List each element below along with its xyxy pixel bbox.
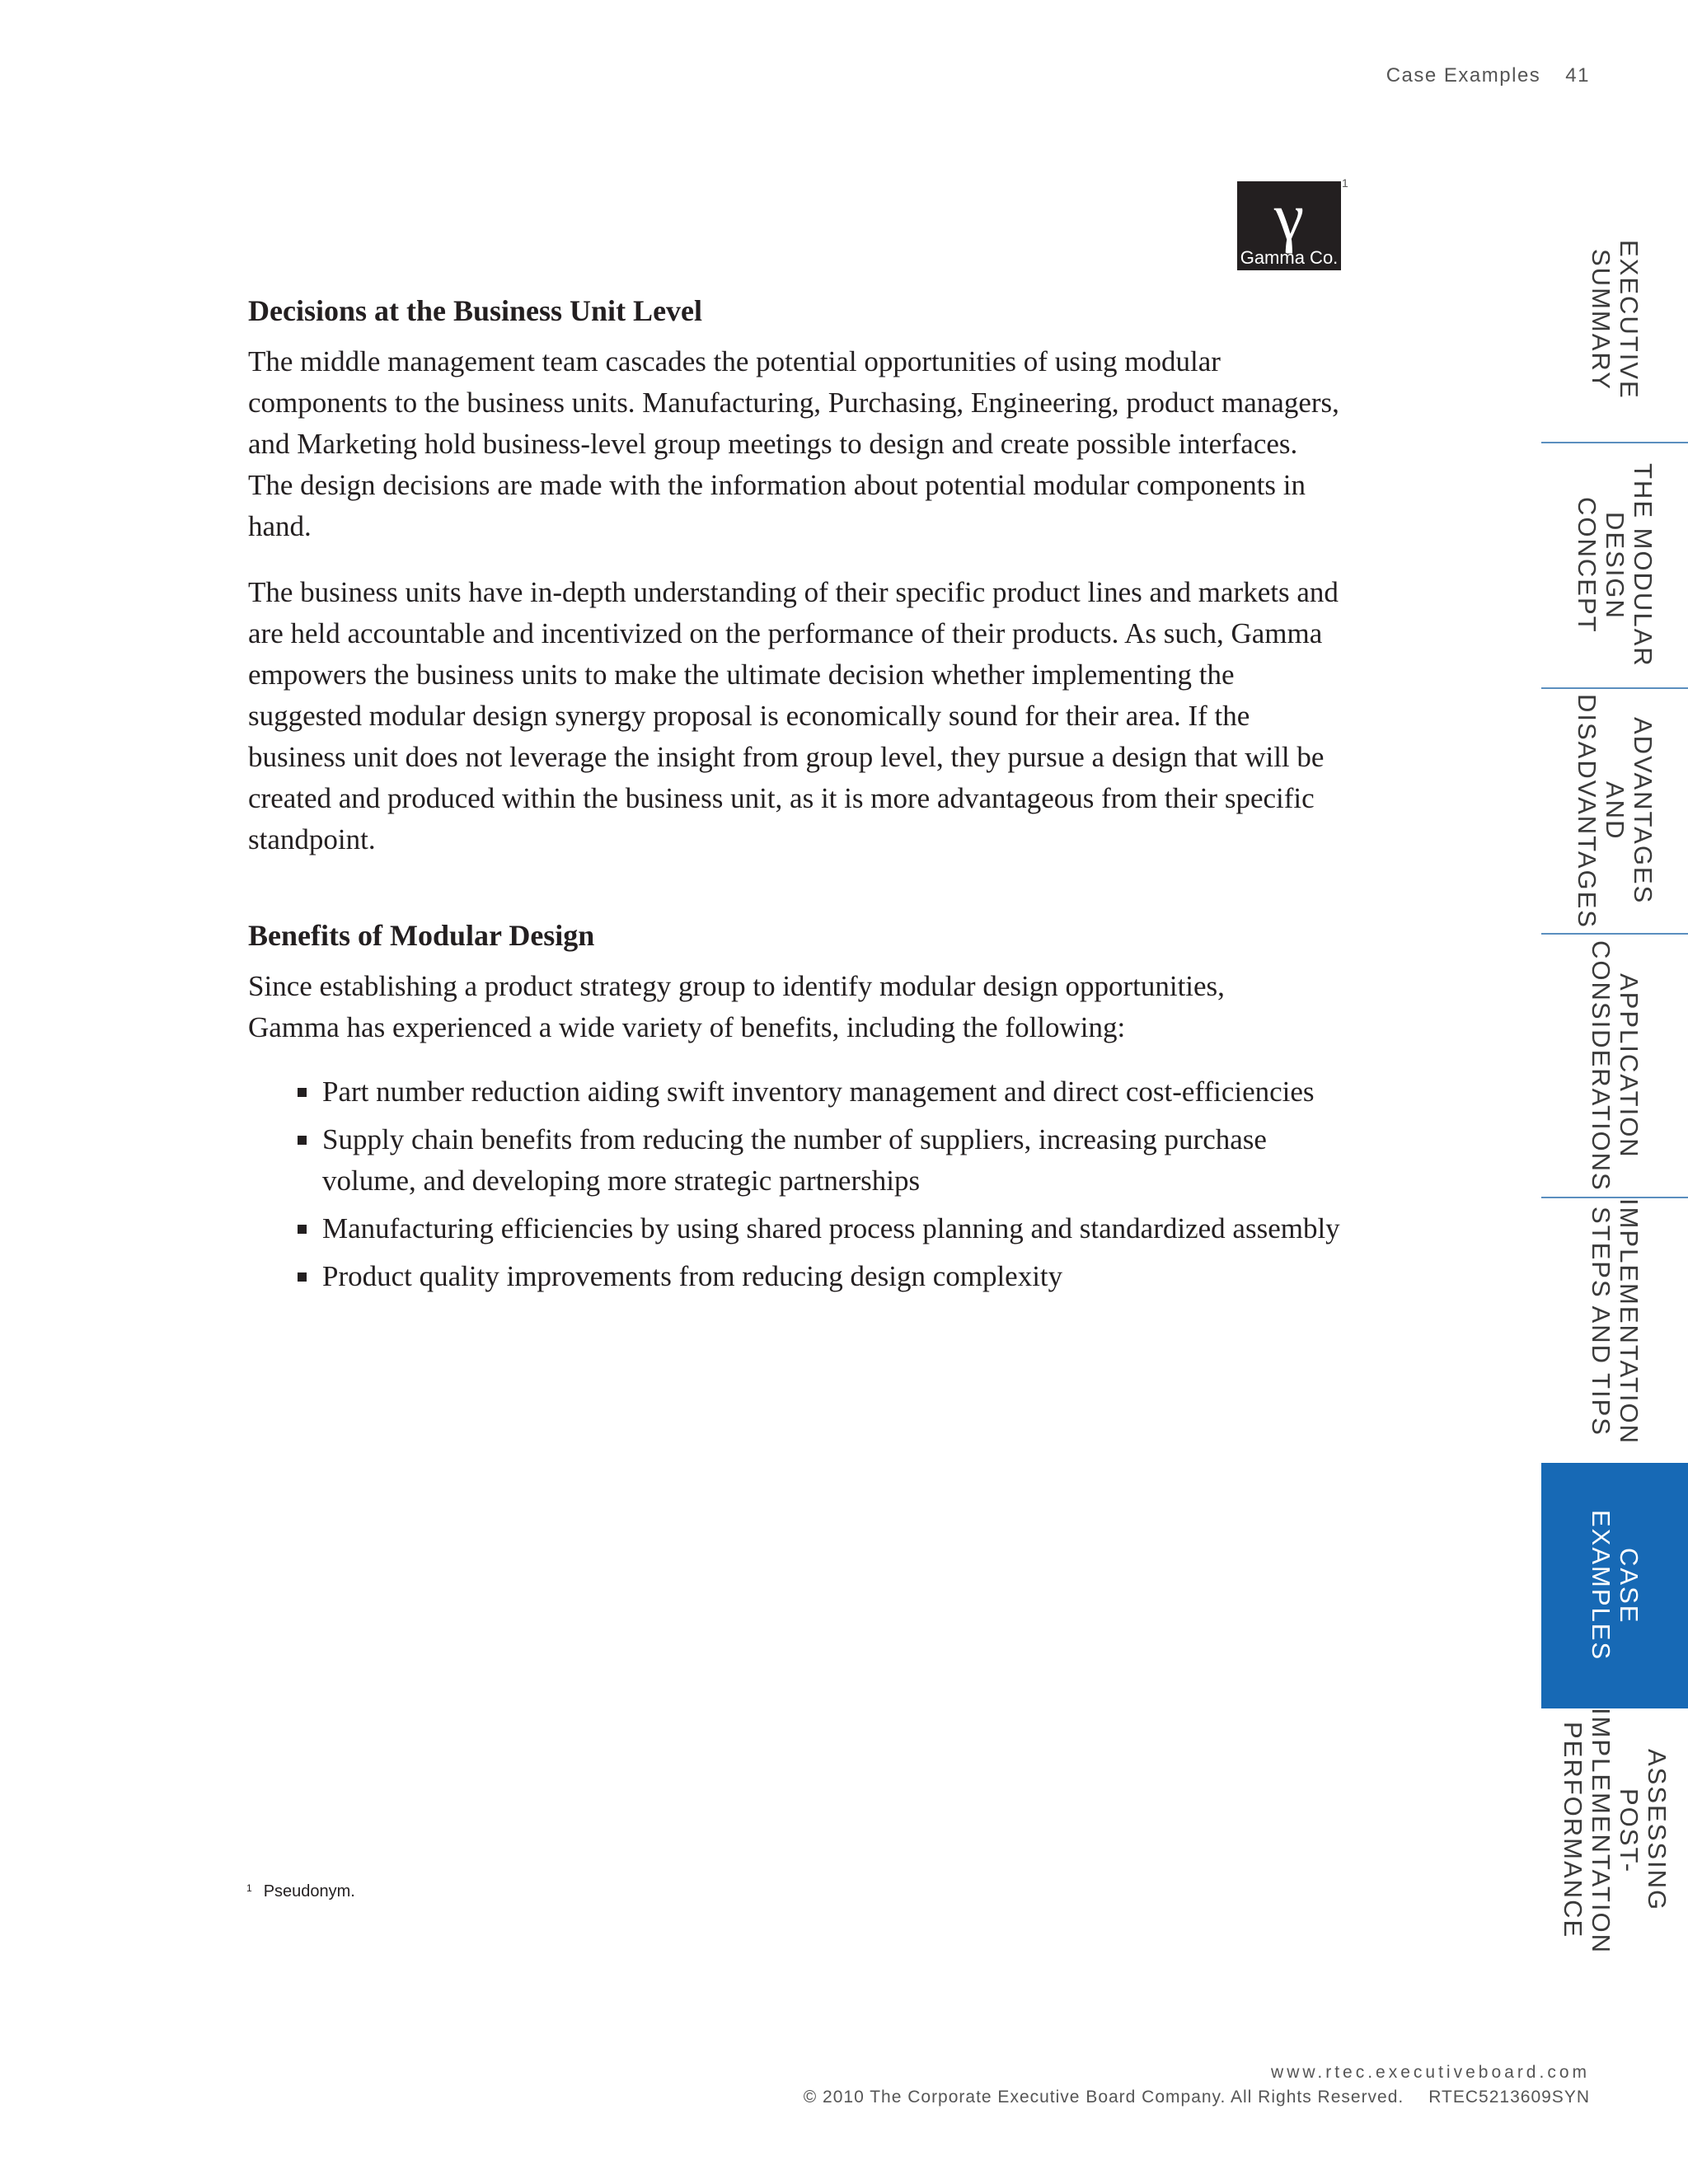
- tab-executive-summary[interactable]: [1541, 198, 1688, 442]
- tab-advantages-disadvantages[interactable]: [1541, 689, 1688, 933]
- bullet-square-icon: [298, 1272, 307, 1282]
- section1-paragraph-1: The middle management team cascades the potential opportunities of using modular components to the business units. Manufacturing, Purchasing, Engineering, product managers, and Marketing hold business-level group meetings to design and create possible interfaces. The design decisions are made with the information about potential modular components in hand.: [248, 345, 1339, 542]
- bullet-square-icon: [298, 1136, 307, 1145]
- tab-label: THE MODULAR DESIGN CONCEPT: [1573, 463, 1658, 668]
- tab-label: EXECUTIVE SUMMARY: [1587, 240, 1643, 400]
- footnote-mark: 1: [246, 1882, 252, 1894]
- footer-document-code: RTEC5213609SYN: [1428, 2088, 1590, 2107]
- list-item: Product quality improvements from reducing design complexity: [322, 1256, 1344, 1297]
- tab-label: ADVANTAGES AND DISADVANTAGES: [1573, 693, 1658, 929]
- footnote-text: Pseudonym.: [263, 1882, 355, 1900]
- tab-label: IMPLEMENTATION STEPS AND TIPS: [1587, 1197, 1643, 1445]
- tab-assessing-performance[interactable]: [1541, 1708, 1688, 1952]
- list-item: Supply chain benefits from reducing the number of suppliers, increasing purchase volume, and developing more strategic partnerships: [322, 1119, 1344, 1202]
- tab-label: APPLICATION CONSIDERATIONS: [1587, 940, 1643, 1192]
- section2-heading: Benefits of Modular Design: [248, 919, 595, 952]
- chapter-side-nav: [1541, 198, 1688, 1994]
- gamma-co-logo: [1237, 181, 1341, 270]
- page-number: 41: [1565, 64, 1590, 87]
- tab-label: CASE EXAMPLES: [1587, 1510, 1643, 1661]
- footnote: [246, 1882, 355, 1901]
- page-footer: [804, 2060, 1590, 2110]
- bullet-square-icon: [298, 1088, 307, 1097]
- bullet-square-icon: [298, 1225, 307, 1234]
- tab-implementation-steps[interactable]: [1541, 1198, 1688, 1444]
- section2-intro: Since establishing a product strategy group to identify modular design opportunities, Gamma has experienced a wide variety of benefits, including the following:: [248, 970, 1225, 1043]
- section1-heading: Decisions at the Business Unit Level: [248, 294, 703, 327]
- section-benefits-modular-design: [248, 915, 1344, 1304]
- tab-case-examples[interactable]: [1541, 1463, 1688, 1708]
- footer-url[interactable]: www.rtec.executiveboard.com: [1271, 2063, 1590, 2082]
- list-item: Manufacturing efficiencies by using shared process planning and standardized assembly: [322, 1208, 1344, 1249]
- list-item: Part number reduction aiding swift inventory management and direct cost-efficiencies: [322, 1071, 1344, 1113]
- gamma-symbol: γ: [1273, 179, 1305, 254]
- footer-copyright: © 2010 The Corporate Executive Board Company. All Rights Reserved.: [803, 2088, 1404, 2107]
- logo-company-name: Gamma Co.: [1240, 247, 1339, 268]
- tab-label: ASSESSING POST- IMPLEMENTATION PERFORMANCE: [1559, 1707, 1672, 1954]
- logo-footnote-ref: 1: [1342, 176, 1348, 190]
- benefits-list: [248, 1071, 1344, 1297]
- section1-paragraph-2: The business units have in-depth understanding of their specific product lines and markets and are held accountable and incentivized on the performance of their products. As such, Gamma empowers the business units to make the ultimate decision whether implementing the suggested modular design synergy proposal is economically sound for their area. If the business unit does not leverage the insight from group level, they pursue a design that will be created and produced within the business unit, as it is more advantageous from their specific standpoint.: [248, 576, 1339, 855]
- tab-application-considerations[interactable]: [1541, 935, 1688, 1197]
- tab-modular-design-concept[interactable]: [1541, 443, 1688, 687]
- header-section-title: Case Examples: [1386, 64, 1541, 87]
- running-header: [1386, 64, 1590, 87]
- section-business-unit-decisions: [248, 290, 1344, 860]
